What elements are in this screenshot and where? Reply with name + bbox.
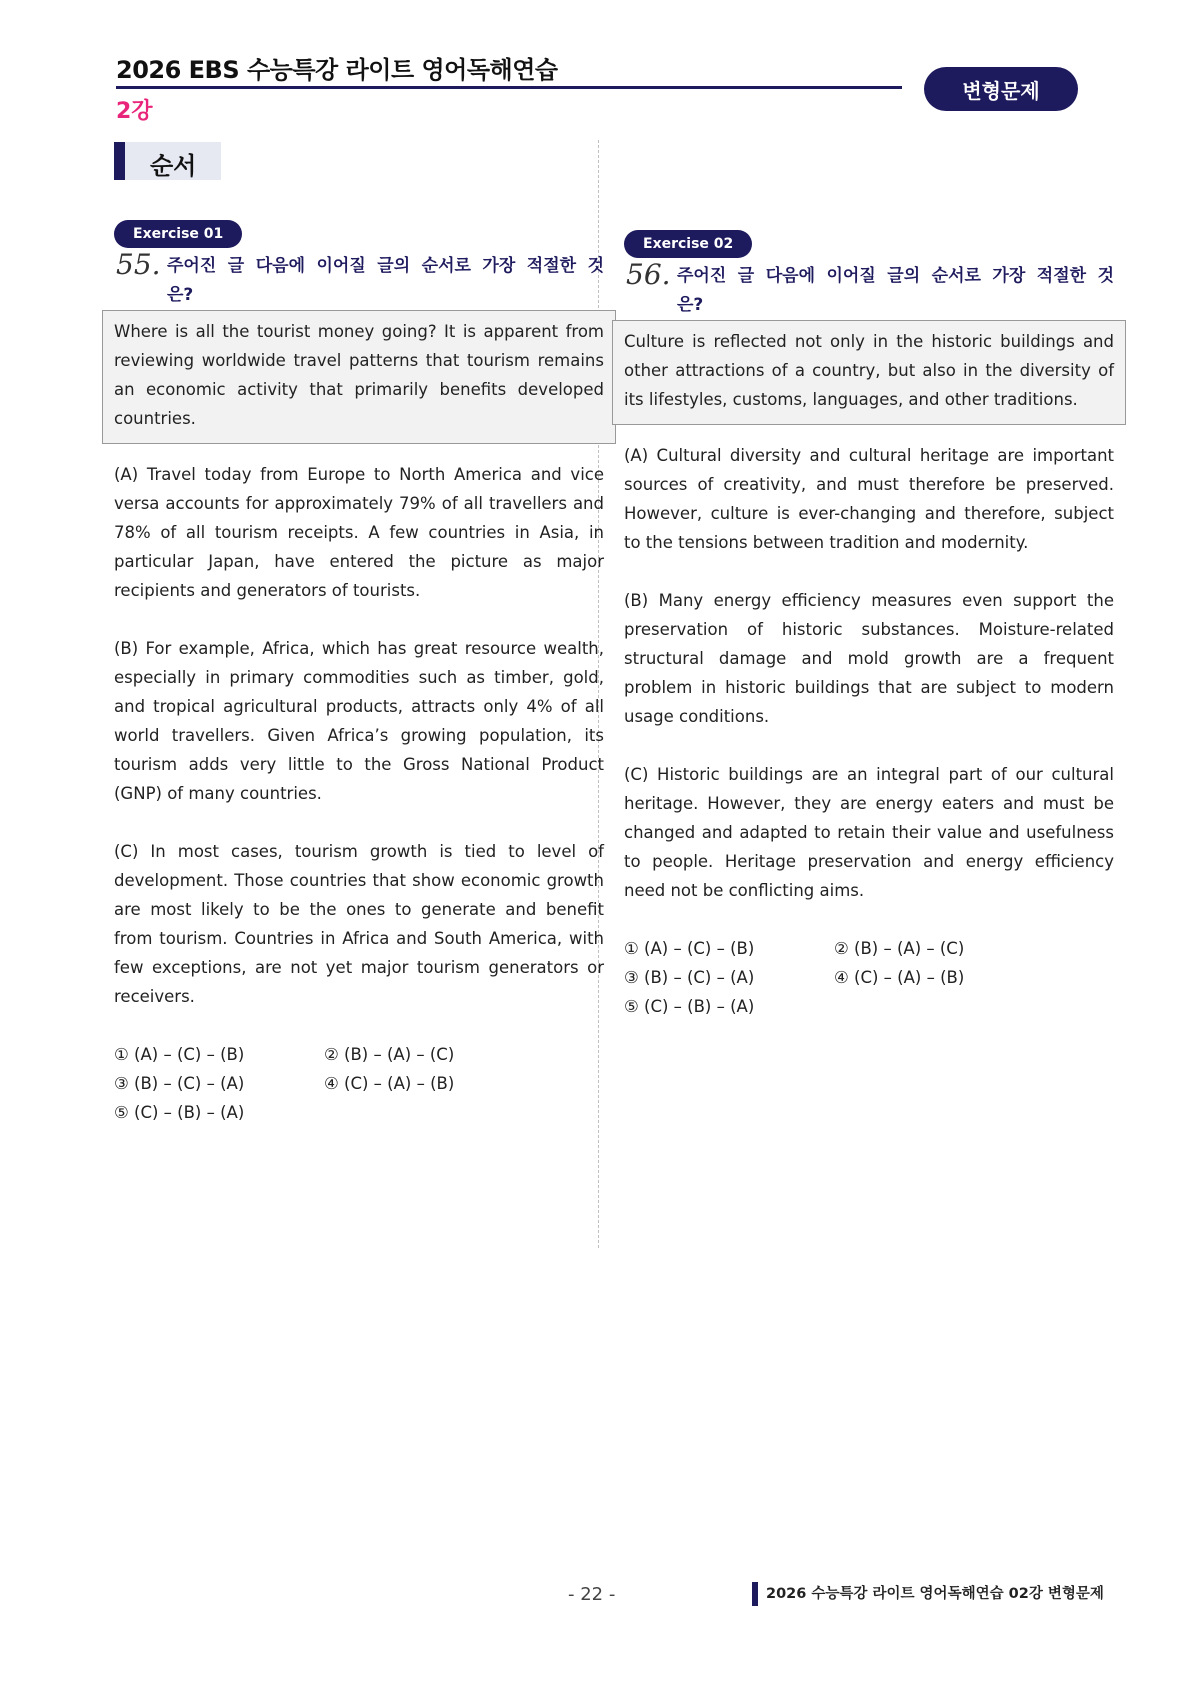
choice-1[interactable]: ① (A) – (C) – (B) [624,939,755,958]
choice-1[interactable]: ① (A) – (C) – (B) [114,1045,245,1064]
page-number: - 22 - [568,1584,616,1605]
paragraph-a: (A) Cultural diversity and cultural heritage are important sources of creativity, and must therefore be preserved. However, culture is ever-changing and therefore, subject to the tensions between tradition and modernity. [624,446,1114,552]
exercise-1 [114,220,604,1127]
paragraph-b: (B) For example, Africa, which has great resource wealth, especially in primary commodities such as timber, gold, and tropical agricultural products, attracts only 4% of all world travellers. Given Africa’s growing population, its tourism adds very little to the Gross National Product (GNP) of many countries. [114,639,604,803]
answer-choices [624,934,1114,1021]
lesson-label: 2강 [116,99,153,124]
given-passage [612,320,1126,425]
choice-3[interactable]: ③ (B) – (C) – (A) [624,968,755,987]
question-text-end: 은? [167,285,194,305]
answer-choices [114,1040,604,1127]
footer-title: 2026 수능특강 라이트 영어독해연습 02강 변형문제 [752,1582,1104,1606]
question-number: 56. [626,258,671,291]
choice-3[interactable]: ③ (B) – (C) – (A) [114,1074,245,1093]
question-text-end: 은? [677,295,704,315]
exercise-label: Exercise 02 [624,230,752,258]
choice-5[interactable]: ⑤ (C) – (B) – (A) [624,997,755,1016]
question-number: 55. [116,248,161,281]
choice-2[interactable]: ② (B) – (A) – (C) [324,1045,455,1064]
given-passage [102,310,616,444]
section-title: 순서 [150,152,197,180]
exercise-label: Exercise 01 [114,220,242,248]
paragraph-b: (B) Many energy efficiency measures even support the preservation of historic substances. Moisture-related structural damage and mold growth are a frequent problem in historic buildings that are subject to modern usage conditions. [624,591,1114,726]
question [114,248,604,310]
question-text: 주어진 글 다음에 이어질 글의 순서로 가장 적절한 것 [167,256,604,276]
document-title: 2026 EBS 수능특강 라이트 영어독해연습 [116,56,558,84]
paragraph-c: (C) Historic buildings are an integral part of our cultural heritage. However, they are energy eaters and must be changed and adapted to retain their value and usefulness to people. Heritage preservation and energy efficiency need not be conflicting aims. [624,765,1114,900]
question [624,258,1114,320]
given-text: Where is all the tourist money going? It is apparent from reviewing worldwide travel patterns that tourism remains an economic activity that primarily benefits developed countries. [114,322,604,428]
choice-2[interactable]: ② (B) – (A) – (C) [834,939,965,958]
given-text: Culture is reflected not only in the historic buildings and other attractions of a country, but also in the diversity of its lifestyles, customs, languages, and other traditions. [624,332,1114,409]
choice-5[interactable]: ⑤ (C) – (B) – (A) [114,1103,245,1122]
choice-4[interactable]: ④ (C) – (A) – (B) [834,968,965,987]
variant-badge: 변형문제 [924,67,1078,111]
section-heading [114,142,221,180]
choice-4[interactable]: ④ (C) – (A) – (B) [324,1074,455,1093]
paragraph-a: (A) Travel today from Europe to North America and vice versa accounts for approximately 79% of all travellers and 78% of all tourism receipts. A few countries in Asia, in particular Japan, have entered the picture as major recipients and generators of tourists. [114,465,604,600]
header-rule [116,86,902,89]
exercise-2 [624,230,1114,1021]
paragraph-c: (C) In most cases, tourism growth is tied to level of development. Those countries that show economic growth are most likely to be the ones to generate and benefit from tourism. Countries in Africa and South America, with few exceptions, are not yet major tourism generators or receivers. [114,842,604,1006]
question-text: 주어진 글 다음에 이어질 글의 순서로 가장 적절한 것 [677,266,1114,286]
